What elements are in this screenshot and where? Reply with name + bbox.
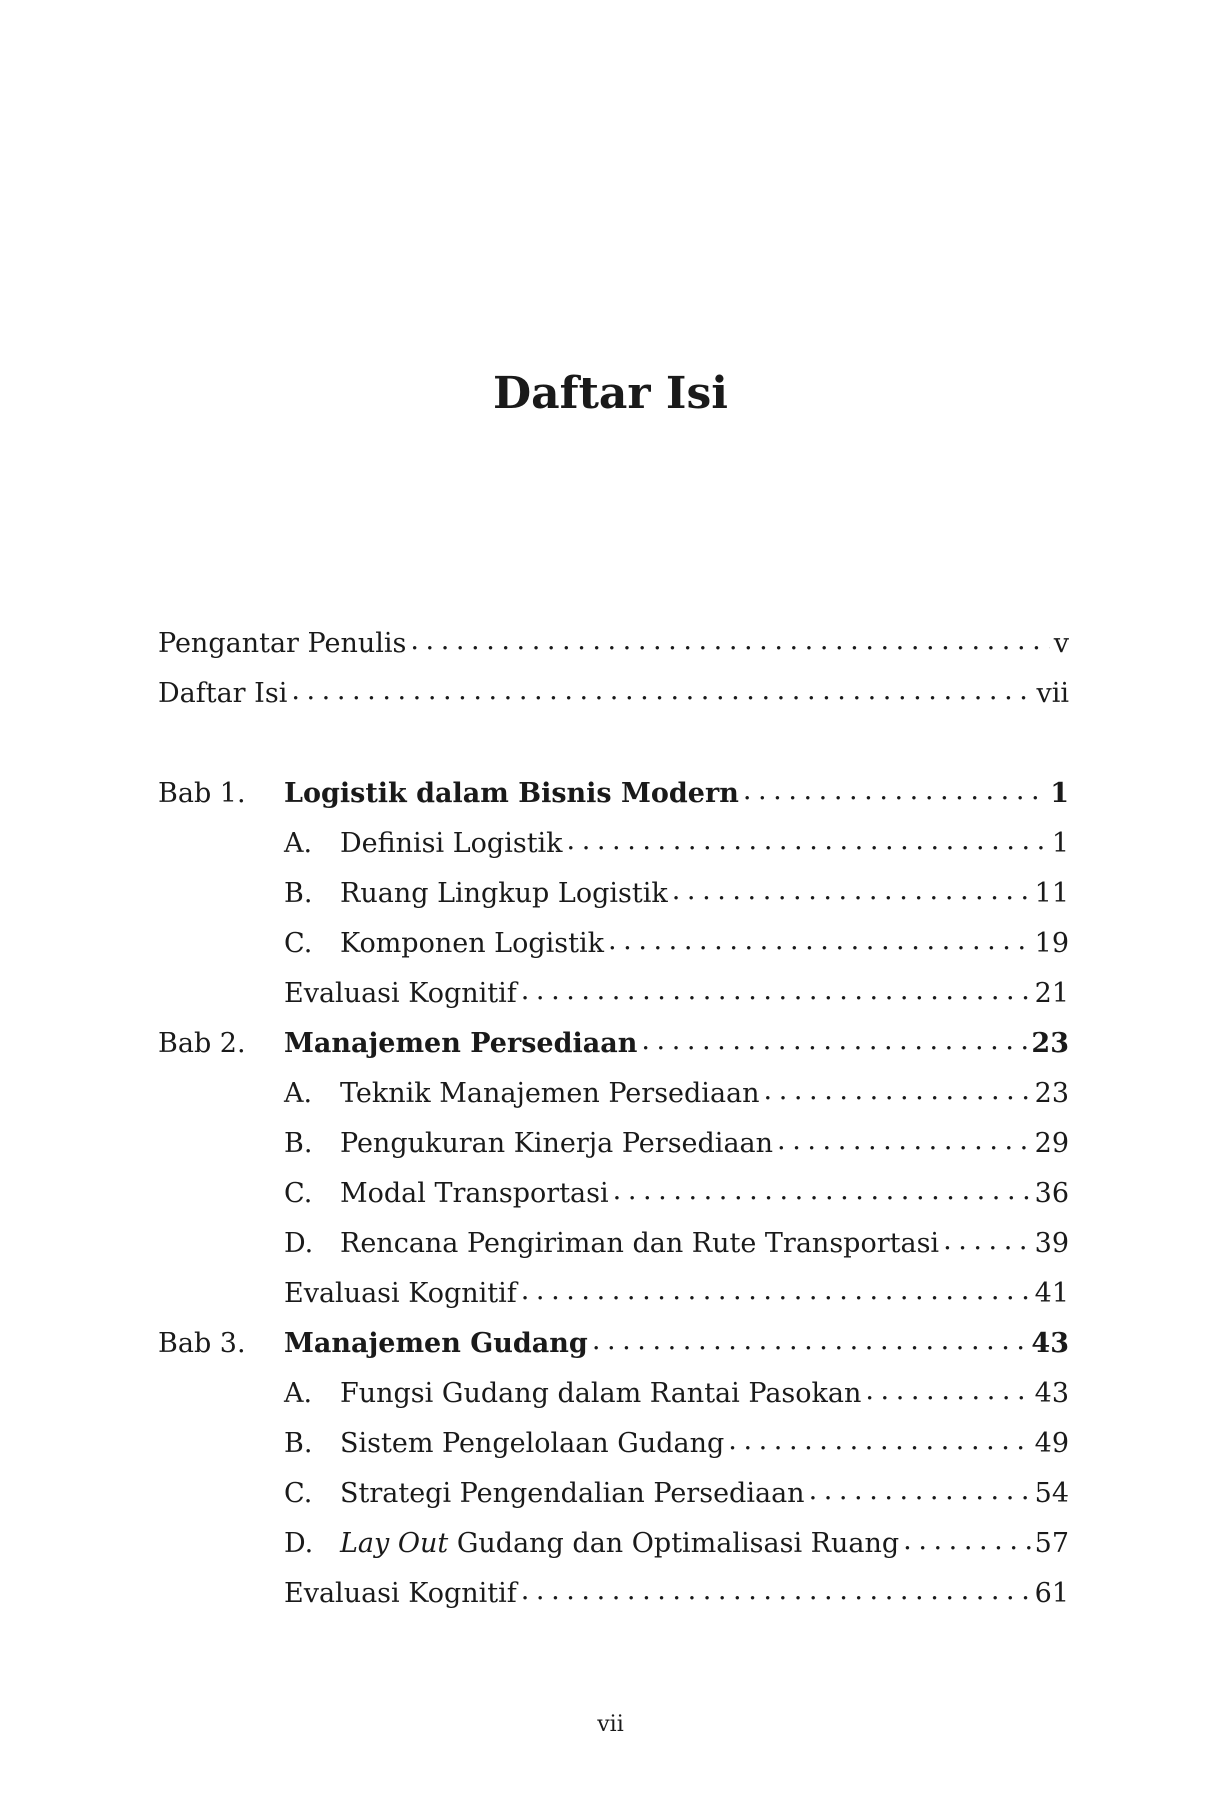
section-letter: B. <box>284 1428 313 1459</box>
dot-leader <box>521 1275 1031 1302</box>
dot-leader <box>521 1575 1031 1602</box>
dot-leader <box>943 1225 1031 1252</box>
footer-page-number: vii <box>597 1712 624 1737</box>
toc-section-1b[interactable] <box>158 875 1069 925</box>
dot-leader <box>521 975 1031 1002</box>
evaluation-page: 61 <box>1034 1578 1069 1609</box>
section-title: Fungsi Gudang dalam Rantai Pasokan <box>340 1378 862 1409</box>
section-letter: C. <box>284 1178 313 1209</box>
toc-chapter-2[interactable] <box>158 1025 1069 1075</box>
section-letter: A. <box>284 1378 313 1409</box>
section-letter: D. <box>284 1528 314 1559</box>
chapter-number: Bab 3. <box>158 1328 246 1359</box>
chapter-page: 23 <box>1031 1028 1069 1059</box>
section-title: Teknik Manajemen Persediaan <box>340 1078 760 1109</box>
toc-entry-title: Daftar Isi <box>158 678 288 709</box>
chapter-number: Bab 2. <box>158 1028 246 1059</box>
toc-evaluation-1[interactable] <box>158 975 1069 1025</box>
dot-leader <box>809 1475 1031 1502</box>
section-title-rest: Gudang dan Optimalisasi Ruang <box>448 1528 900 1559</box>
toc-evaluation-2[interactable] <box>158 1275 1069 1325</box>
chapter-page: 1 <box>1050 778 1069 809</box>
page-title: Daftar Isi <box>493 368 728 419</box>
section-letter: C. <box>284 928 313 959</box>
section-page: 57 <box>1034 1528 1069 1559</box>
section-letter: A. <box>284 1078 313 1109</box>
section-page: 49 <box>1034 1428 1069 1459</box>
evaluation-title: Evaluasi Kognitif <box>284 1278 517 1309</box>
toc-section-1c[interactable] <box>158 925 1069 975</box>
section-page: 54 <box>1034 1478 1069 1509</box>
chapter-title: Logistik dalam Bisnis Modern <box>284 778 739 809</box>
section-title: Modal Transportasi <box>340 1178 609 1209</box>
section-page: 11 <box>1034 878 1069 909</box>
toc-section-3b[interactable] <box>158 1425 1069 1475</box>
dot-leader <box>291 675 1032 702</box>
dot-leader <box>613 1175 1031 1202</box>
section-letter: A. <box>284 828 313 859</box>
toc-section-2b[interactable] <box>158 1125 1069 1175</box>
toc-entry-daftar-isi[interactable] <box>158 675 1069 725</box>
dot-leader <box>592 1325 1028 1352</box>
chapter-title: Manajemen Persediaan <box>284 1028 638 1059</box>
toc-entry-page: v <box>1053 628 1069 659</box>
section-letter: B. <box>284 1128 313 1159</box>
toc-chapter-1[interactable] <box>158 775 1069 825</box>
section-page: 43 <box>1034 1378 1069 1409</box>
evaluation-title: Evaluasi Kognitif <box>284 1578 517 1609</box>
dot-leader <box>903 1525 1030 1552</box>
toc-section-3d[interactable] <box>158 1525 1069 1575</box>
toc-chapter-3[interactable] <box>158 1325 1069 1375</box>
section-title: Sistem Pengelolaan Gudang <box>340 1428 725 1459</box>
dot-leader <box>764 1075 1031 1102</box>
section-title-italic: Lay Out <box>340 1528 449 1559</box>
dot-leader <box>865 1375 1030 1402</box>
section-letter: B. <box>284 878 313 909</box>
toc-entry-title: Pengantar Penulis <box>158 628 407 659</box>
dot-leader <box>608 925 1031 952</box>
section-page: 23 <box>1034 1078 1069 1109</box>
dot-leader <box>728 1425 1030 1452</box>
section-page: 19 <box>1034 928 1069 959</box>
section-title: Pengukuran Kinerja Persediaan <box>340 1128 774 1159</box>
toc-section-3a[interactable] <box>158 1375 1069 1425</box>
section-letter: D. <box>284 1228 314 1259</box>
section-title: Ruang Lingkup Logistik <box>340 878 668 909</box>
table-of-contents <box>158 625 1069 1625</box>
toc-section-3c[interactable] <box>158 1475 1069 1525</box>
toc-section-1a[interactable] <box>158 825 1069 875</box>
section-title: Komponen Logistik <box>340 928 604 959</box>
dot-leader <box>672 875 1031 902</box>
chapter-page: 43 <box>1031 1328 1069 1359</box>
section-title <box>340 1528 899 1559</box>
section-title: Definisi Logistik <box>340 828 563 859</box>
dot-leader <box>777 1125 1031 1152</box>
dot-leader <box>641 1025 1027 1052</box>
dot-leader <box>743 775 1046 802</box>
section-page: 1 <box>1051 828 1069 859</box>
dot-leader <box>567 825 1048 852</box>
section-page: 36 <box>1034 1178 1069 1209</box>
dot-leader <box>410 625 1049 652</box>
toc-section-2d[interactable] <box>158 1225 1069 1275</box>
toc-evaluation-3[interactable] <box>158 1575 1069 1625</box>
chapter-number: Bab 1. <box>158 778 246 809</box>
toc-section-2c[interactable] <box>158 1175 1069 1225</box>
section-title: Strategi Pengendalian Persediaan <box>340 1478 805 1509</box>
evaluation-page: 21 <box>1034 978 1069 1009</box>
toc-entry-pengantar[interactable] <box>158 625 1069 675</box>
chapter-title: Manajemen Gudang <box>284 1328 588 1359</box>
evaluation-page: 41 <box>1034 1278 1069 1309</box>
section-letter: C. <box>284 1478 313 1509</box>
section-page: 39 <box>1034 1228 1069 1259</box>
section-title: Rencana Pengiriman dan Rute Transportasi <box>340 1228 940 1259</box>
toc-section-2a[interactable] <box>158 1075 1069 1125</box>
evaluation-title: Evaluasi Kognitif <box>284 978 517 1009</box>
toc-entry-page: vii <box>1036 678 1069 709</box>
section-page: 29 <box>1034 1128 1069 1159</box>
